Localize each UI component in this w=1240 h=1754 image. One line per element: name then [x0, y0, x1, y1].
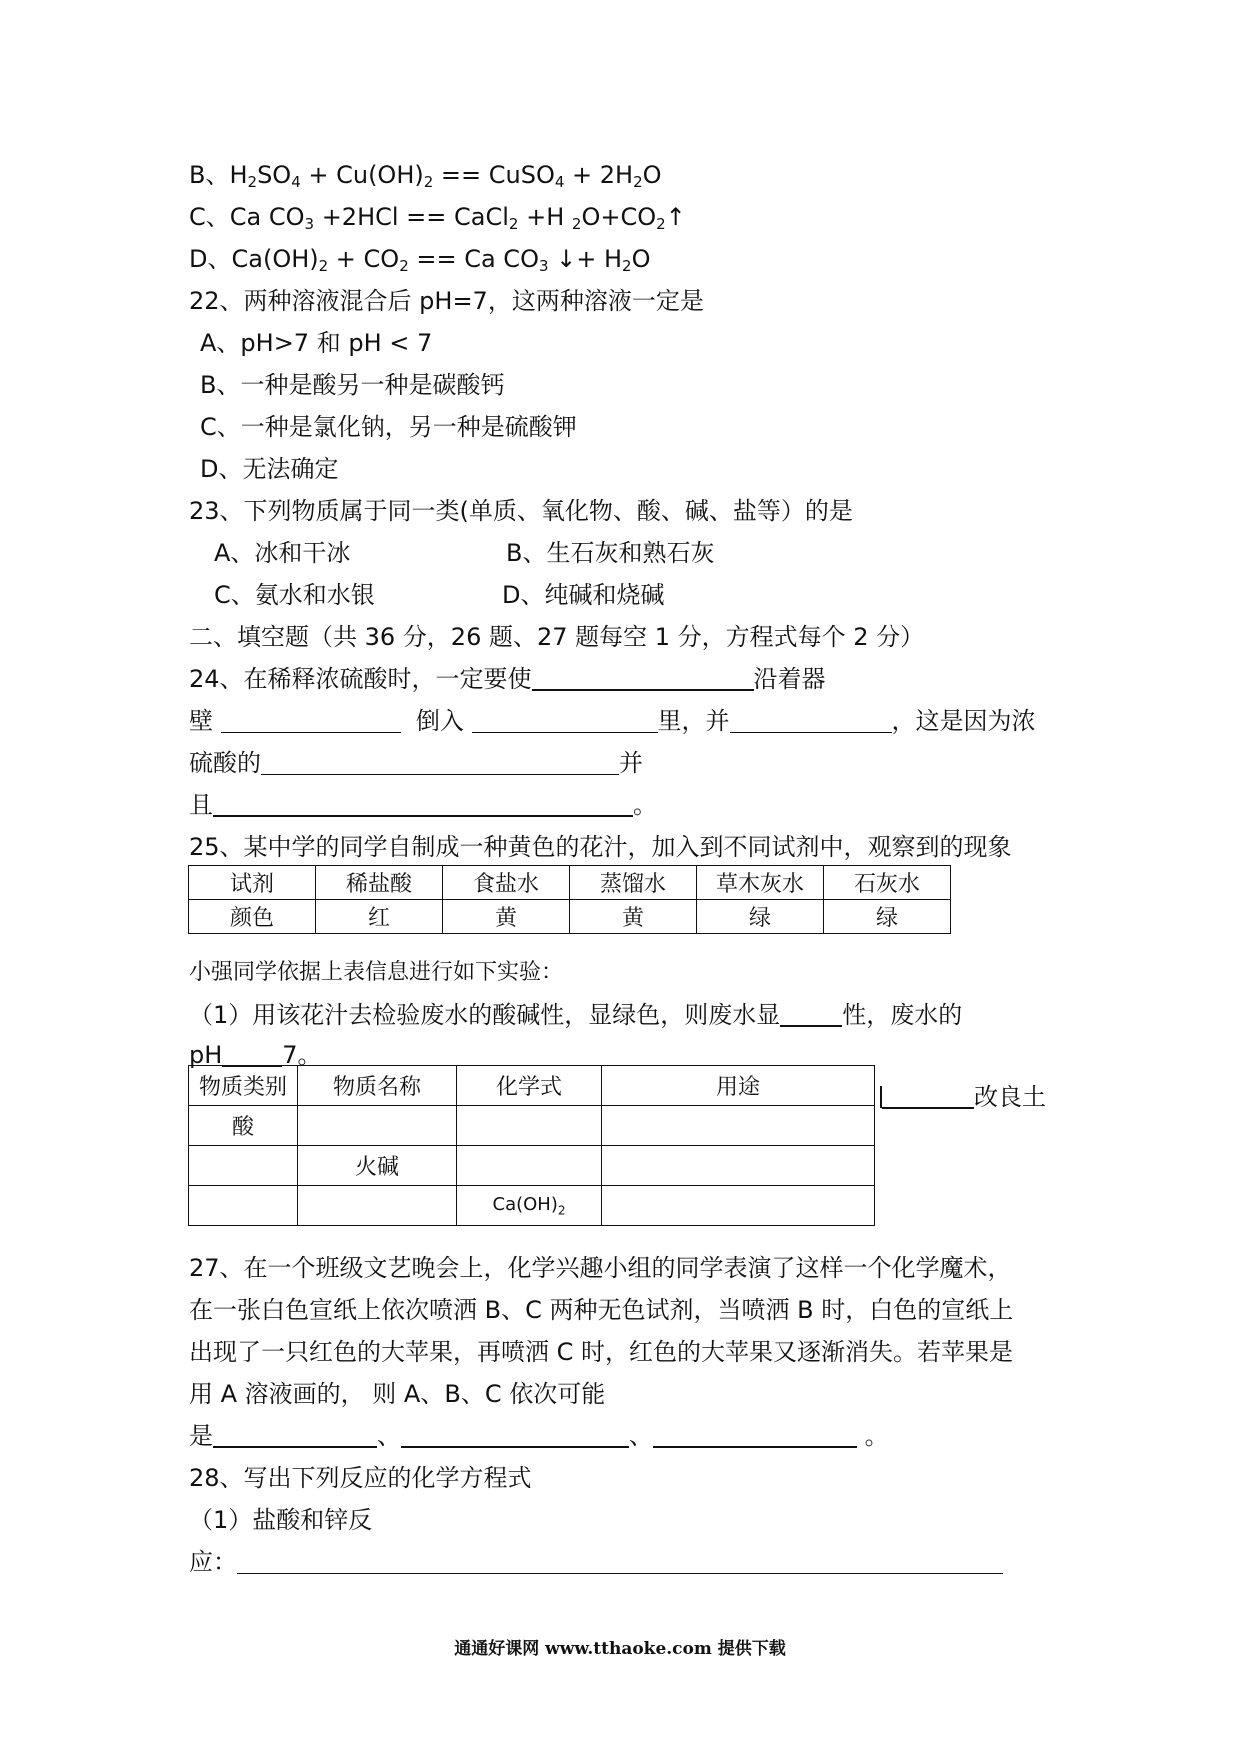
option-21-c: C、Ca $CO_3 +2HCl$ == CaCl$_2$ +H $_2O+CO_2↑$ [189, 203, 686, 233]
table-cell: 黄 [570, 900, 697, 934]
option-22-d: D、无法确定 [200, 455, 339, 483]
table-header-cell: 化学式 [457, 1066, 602, 1106]
question-25-part-1-ph: pH 7。 [189, 1041, 322, 1069]
answer-blank[interactable] [730, 708, 892, 733]
overlapped-line-fragment: 改良土 [880, 1082, 1046, 1112]
question-22-stem: 22、两种溶液混合后 pH=7，这两种溶液一定是 [189, 287, 704, 315]
table-cell[interactable] [457, 1146, 602, 1186]
table-cell: 绿 [697, 900, 824, 934]
table-header-cell: 食盐水 [443, 866, 570, 900]
table-cell[interactable] [189, 1186, 298, 1226]
option-22-a: A、pH>7 和 pH < 7 [200, 329, 433, 357]
table-cell[interactable] [189, 1146, 298, 1186]
table-header-row [189, 1066, 875, 1106]
question-25-stem: 25、某中学的同学自制成一种黄色的花汁，加入到不同试剂中，观察到的现象 [189, 833, 1012, 861]
question-27-line-5: 是 、 、 。 [189, 1422, 889, 1450]
option-22-b: B、一种是酸另一种是碳酸钙 [200, 371, 505, 399]
answer-blank[interactable] [472, 708, 658, 733]
answer-blank[interactable] [213, 791, 633, 817]
table-header-cell: 物质类别 [189, 1066, 298, 1106]
table-cell: 酸 [189, 1106, 298, 1146]
table-header-cell: 草木灰水 [697, 866, 824, 900]
table-cell: 红 [316, 900, 443, 934]
table-row [189, 1106, 875, 1146]
substance-classes-table [188, 1065, 875, 1226]
table-cell: $Ca(OH)_2$ [457, 1186, 602, 1226]
answer-blank[interactable] [653, 1422, 857, 1448]
option-22-c: C、一种是氯化钠，另一种是硫酸钾 [200, 413, 577, 441]
question-23-stem: 23、下列物质属于同一类(单质、氧化物、酸、碱、盐等）的是 [189, 497, 853, 525]
question-27-line-3: 出现了一只红色的大苹果，再喷洒 C 时，红色的大苹果又逐渐消失。若苹果是 [189, 1338, 1014, 1366]
table-row [189, 1186, 875, 1226]
option-23-c: C、氨水和水银 [214, 581, 375, 609]
answer-blank[interactable] [222, 1041, 282, 1067]
table-cell[interactable] [602, 1146, 875, 1186]
answer-blank[interactable] [780, 1001, 842, 1027]
option-21-b: B、$H_2SO_4 + Cu(OH)_2$ == CuSO$_4$ + $2H_2O$ [189, 161, 662, 191]
table-cell[interactable] [602, 1186, 875, 1226]
answer-blank[interactable] [532, 665, 754, 691]
table-header-cell: 稀盐酸 [316, 866, 443, 900]
answer-blank[interactable] [261, 750, 619, 775]
page-footer: 通通好课网 www.tthaoke.com 提供下载 [454, 1639, 786, 1659]
table-cell[interactable] [602, 1106, 875, 1146]
indicator-colors-table [188, 865, 951, 934]
question-27-line-4: 用 A 溶液画的， 则 A、B、C 依次可能 [189, 1380, 606, 1408]
table-cell: 黄 [443, 900, 570, 934]
option-23-b: B、生石灰和熟石灰 [506, 539, 715, 567]
table-cell: 绿 [824, 900, 951, 934]
option-23-d: D、纯碱和烧碱 [502, 581, 665, 609]
question-24-line-2: 壁 倒入 里，并 ，这是因为浓 [189, 707, 1036, 735]
section-2-heading: 二、填空题（共 36 分，26 题、27 题每空 1 分，方程式每个 2 分） [189, 623, 925, 651]
question-28-part-1-answer: 应： [189, 1547, 1003, 1577]
table-cell: 颜色 [189, 900, 316, 934]
table-cell[interactable] [298, 1186, 457, 1226]
question-28-part-1: （1）盐酸和锌反 [189, 1506, 373, 1534]
table-header-row [189, 866, 951, 900]
question-28-stem: 28、写出下列反应的化学方程式 [189, 1464, 532, 1492]
question-27-line-2: 在一张白色宣纸上依次喷洒 B、C 两种无色试剂，当喷洒 B 时，白色的宣纸上 [189, 1296, 1014, 1324]
option-21-d: D、$Ca(OH)_2 + CO_2 == Ca$ $CO_3$ ↓+ $H_2O$ [189, 245, 651, 275]
table-cell: 火碱 [298, 1146, 457, 1186]
option-23-a: A、冰和干冰 [214, 539, 351, 567]
question-24-line-1: 24、在稀释浓硫酸时，一定要使 沿着器 [189, 665, 826, 693]
question-25-intro: 小强同学依据上表信息进行如下实验： [189, 960, 564, 985]
answer-blank[interactable] [221, 708, 401, 733]
table-header-cell: 用途 [602, 1066, 875, 1106]
question-27-line-1: 27、在一个班级文艺晚会上，化学兴趣小组的同学表演了这样一个化学魔术， [189, 1254, 1012, 1282]
table-row [189, 900, 951, 934]
table-header-cell: 试剂 [189, 866, 316, 900]
question-24-line-4: 且 。 [189, 791, 657, 819]
answer-blank[interactable] [882, 1083, 974, 1109]
table-cell[interactable] [298, 1106, 457, 1146]
answer-blank[interactable] [401, 1422, 629, 1448]
table-header-cell: 物质名称 [298, 1066, 457, 1106]
question-24-line-3: 硫酸的 并 [189, 749, 643, 777]
answer-blank[interactable] [237, 1549, 1003, 1574]
answer-blank[interactable] [213, 1422, 377, 1448]
table-header-cell: 石灰水 [824, 866, 951, 900]
question-25-part-1: （1）用该花汁去检验废水的酸碱性，显绿色，则废水显 性，废水的 [189, 1001, 963, 1029]
table-row [189, 1146, 875, 1186]
table-header-cell: 蒸馏水 [570, 866, 697, 900]
table-cell[interactable] [457, 1106, 602, 1146]
